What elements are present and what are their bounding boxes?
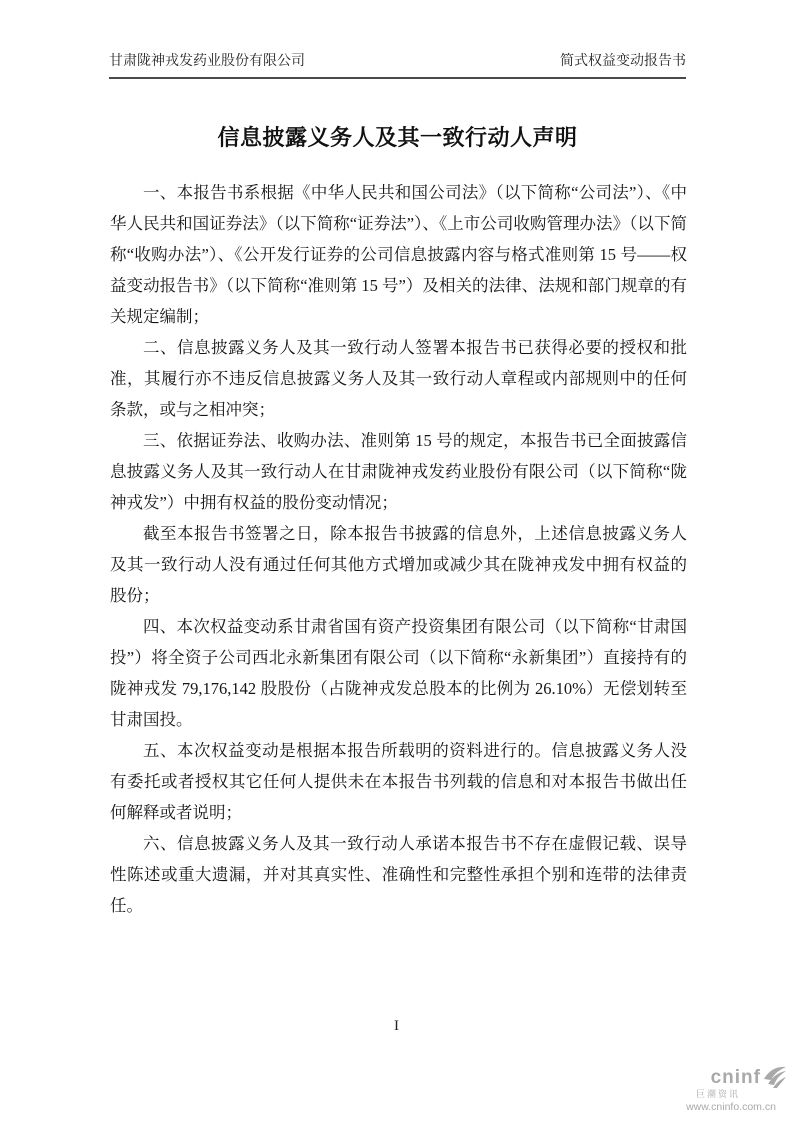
page-number: I	[394, 1018, 399, 1034]
logo-brand-row	[673, 1066, 789, 1088]
page-header	[109, 50, 686, 79]
statement-paragraph-2: 二、信息披露义务人及其一致行动人签署本报告书已获得必要的授权和批准，其履行亦不违反信息披露义务人及其一致行动人章程或内部规则中的任何条款，或与之相冲突；	[110, 338, 687, 419]
header-company-name: 甘肃陇神戎发药业股份有限公司	[109, 54, 305, 69]
statement-paragraph-6: 五、本次权益变动是根据本报告所载明的资料进行的。信息披露义务人没有委托或者授权其它任何人提供未在本报告书列载的信息和对本报告书做出任何解释或者说明；	[110, 741, 687, 822]
statement-body	[110, 177, 687, 921]
statement-paragraph-1: 一、本报告书系根据《中华人民共和国公司法》（以下简称“公司法”）、《中华人民共和国证券法》（以下简称“证券法”）、《上市公司收购管理办法》（以下简称“收购办法”）、《公开发行证券的公司信息披露内容与格式准则第 15 号——权益变动报告书》（以下简称“准则第 15 号”）及相关的法律、法规和部门规章的有关规定编制；	[110, 183, 687, 326]
pinwheel-icon	[763, 1066, 787, 1088]
statement-paragraph-7: 六、信息披露义务人及其一致行动人承诺本报告书不存在虚假记载、误导性陈述或重大遗漏，并对其真实性、准确性和完整性承担个别和连带的法律责任。	[110, 834, 687, 915]
logo-caption: 巨潮资讯	[695, 1089, 740, 1099]
statement-paragraph-3: 三、依据证券法、收购办法、准则第 15 号的规定，本报告书已全面披露信息披露义务人及其一致行动人在甘肃陇神戎发药业股份有限公司（以下简称“陇神戎发”）中拥有权益的股份变动情况；	[110, 431, 687, 512]
logo-brand-text: cninf	[710, 1066, 761, 1088]
cninfo-logo	[673, 1066, 789, 1113]
statement-paragraph-5: 四、本次权益变动系甘肃省国有资产投资集团有限公司（以下简称“甘肃国投”）将全资子公司西北永新集团有限公司（以下简称“永新集团”）直接持有的陇神戎发 79,176,142 股股份（占陇神戎发总股本的比例为 26.10%）无偿划转至甘肃国投。	[110, 617, 687, 729]
logo-url: www.cninfo.com.cn	[686, 1101, 776, 1113]
document-title: 信息披露义务人及其一致行动人声明	[217, 125, 578, 150]
statement-paragraph-4: 截至本报告书签署之日，除本报告书披露的信息外，上述信息披露义务人及其一致行动人没有通过任何其他方式增加或减少其在陇神戎发中拥有权益的股份；	[110, 524, 687, 605]
header-report-type: 简式权益变动报告书	[560, 54, 686, 69]
